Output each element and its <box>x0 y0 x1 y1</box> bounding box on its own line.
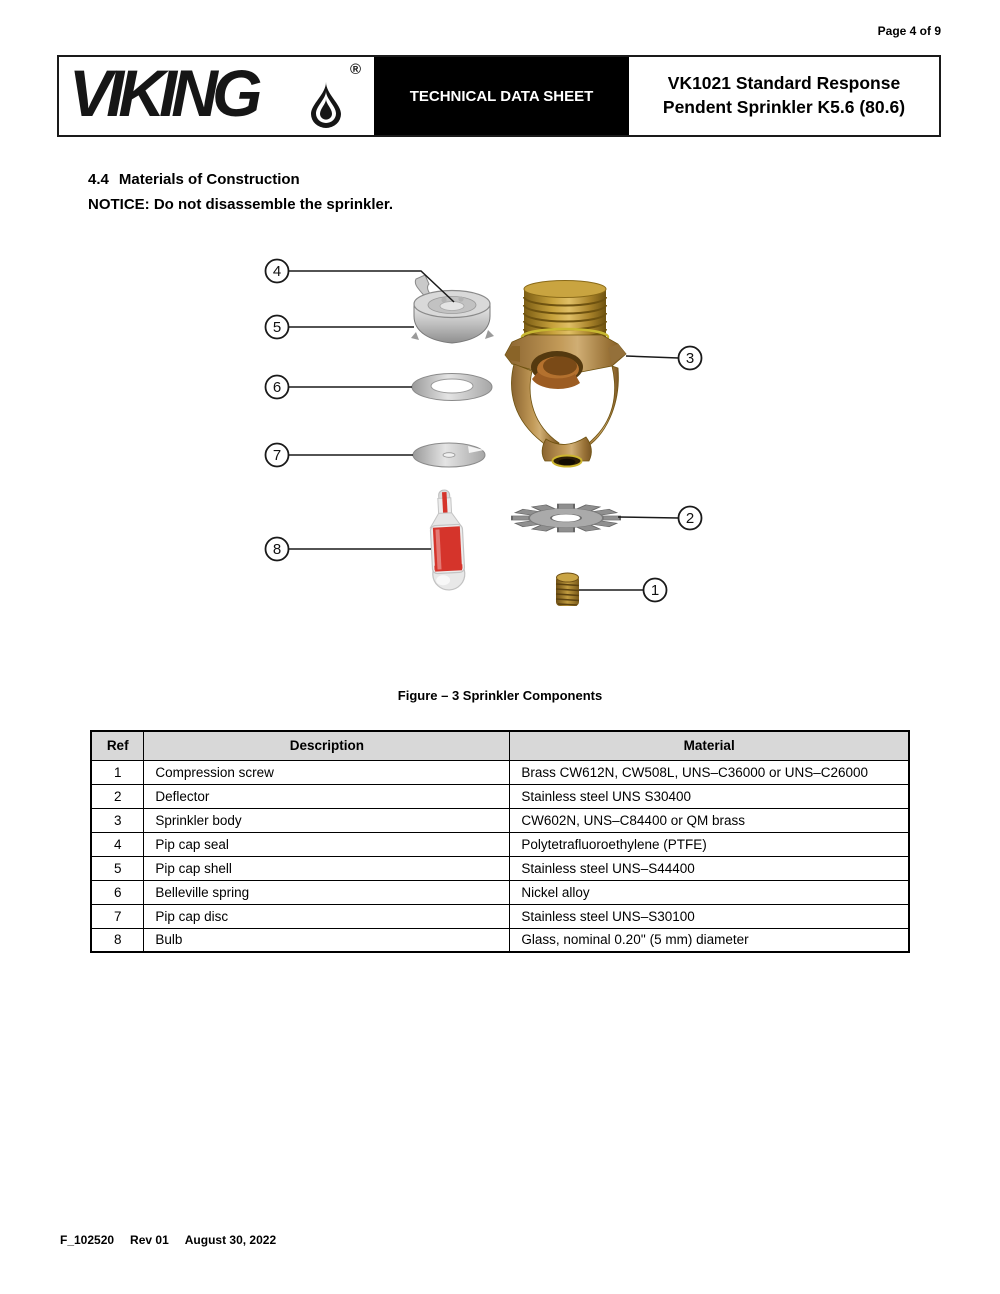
footer-doc-number: F_102520 <box>60 1233 115 1247</box>
description-cell: Bulb <box>144 928 510 952</box>
callout-6-number: 6 <box>272 379 282 396</box>
document-title <box>629 57 939 135</box>
description-cell: Deflector <box>144 784 510 808</box>
title-line-2: Pendent Sprinkler K5.6 (80.6) <box>662 97 906 117</box>
footer-revision: Rev 01 <box>130 1233 169 1247</box>
belleville-spring-graphic <box>412 374 492 401</box>
compression-screw-graphic <box>556 573 579 606</box>
header-material: Material <box>510 731 909 760</box>
material-cell: Stainless steel UNS–S30100 <box>510 904 909 928</box>
table-row <box>91 808 909 832</box>
materials-table <box>90 730 910 953</box>
notice-text: NOTICE: Do not disassemble the sprinkler. <box>88 196 394 213</box>
material-cell: Polytetrafluoroethylene (PTFE) <box>510 832 909 856</box>
callout-1-number: 1 <box>650 582 660 599</box>
description-cell: Pip cap seal <box>144 832 510 856</box>
ref-cell: 3 <box>91 808 144 832</box>
table-row <box>91 856 909 880</box>
banner-technical-data-sheet <box>374 57 629 135</box>
callout-3 <box>626 347 702 370</box>
material-cell: Nickel alloy <box>510 880 909 904</box>
callout-7-number: 7 <box>272 447 282 464</box>
callout-6 <box>266 376 413 399</box>
callout-2-leader <box>618 517 679 518</box>
section-heading-block <box>88 171 393 221</box>
material-cell: Glass, nominal 0.20'' (5 mm) diameter <box>510 928 909 952</box>
description-cell: Pip cap disc <box>144 904 510 928</box>
header-ref: Ref <box>91 731 144 760</box>
pip-cap-disc-graphic <box>413 443 485 467</box>
description-cell: Pip cap shell <box>144 856 510 880</box>
registered-mark: ® <box>350 61 362 78</box>
ref-cell: 7 <box>91 904 144 928</box>
ref-cell: 4 <box>91 832 144 856</box>
callout-1 <box>579 579 667 602</box>
section-heading <box>88 171 393 188</box>
header-box <box>57 55 941 137</box>
footer-date: August 30, 2022 <box>184 1233 277 1247</box>
description-cell: Belleville spring <box>144 880 510 904</box>
material-cell: Stainless steel UNS S30400 <box>510 784 909 808</box>
deflector-graphic <box>512 504 620 532</box>
callout-2 <box>618 507 702 530</box>
table-row <box>91 832 909 856</box>
ref-cell: 5 <box>91 856 144 880</box>
water-drop-icon <box>311 82 341 128</box>
material-cell: CW602N, UNS–C84400 or QM brass <box>510 808 909 832</box>
page-number: Page 4 of 9 <box>877 24 941 38</box>
table-header-row <box>91 731 909 760</box>
viking-logo <box>59 57 374 135</box>
section-number: 4.4 <box>88 171 109 188</box>
pip-cap-shell-graphic <box>411 275 494 343</box>
callout-5-number: 5 <box>272 319 282 336</box>
material-cell: Brass CW612N, CW508L, UNS–C36000 or UNS–C26000 <box>510 760 909 784</box>
callout-3-leader <box>626 356 679 358</box>
table-row <box>91 904 909 928</box>
callout-2-number: 2 <box>685 510 695 527</box>
description-cell: Sprinkler body <box>144 808 510 832</box>
table-row <box>91 928 909 952</box>
sprinkler-body-graphic <box>505 281 626 467</box>
description-cell: Compression screw <box>144 760 510 784</box>
viking-logo-text: VIKING <box>69 57 257 130</box>
callout-7 <box>266 444 414 467</box>
figure-caption: Figure – 3 Sprinkler Components <box>397 688 603 703</box>
ref-cell: 8 <box>91 928 144 952</box>
table-row <box>91 880 909 904</box>
callout-4-number: 4 <box>272 263 282 280</box>
ref-cell: 1 <box>91 760 144 784</box>
callout-3-number: 3 <box>685 350 695 367</box>
callout-8 <box>266 538 432 561</box>
figure-sprinkler-components <box>0 240 1000 640</box>
header-description: Description <box>144 731 510 760</box>
bulb-graphic <box>428 489 465 591</box>
table-row <box>91 784 909 808</box>
section-title: Materials of Construction <box>118 171 300 188</box>
banner-label: TECHNICAL DATA SHEET <box>409 87 594 105</box>
material-cell: Stainless steel UNS–S44400 <box>510 856 909 880</box>
ref-cell: 6 <box>91 880 144 904</box>
callout-5 <box>266 316 415 339</box>
footer <box>60 1233 292 1247</box>
table-row <box>91 760 909 784</box>
title-line-1: VK1021 Standard Response <box>667 73 901 94</box>
callout-8-number: 8 <box>272 541 282 558</box>
ref-cell: 2 <box>91 784 144 808</box>
